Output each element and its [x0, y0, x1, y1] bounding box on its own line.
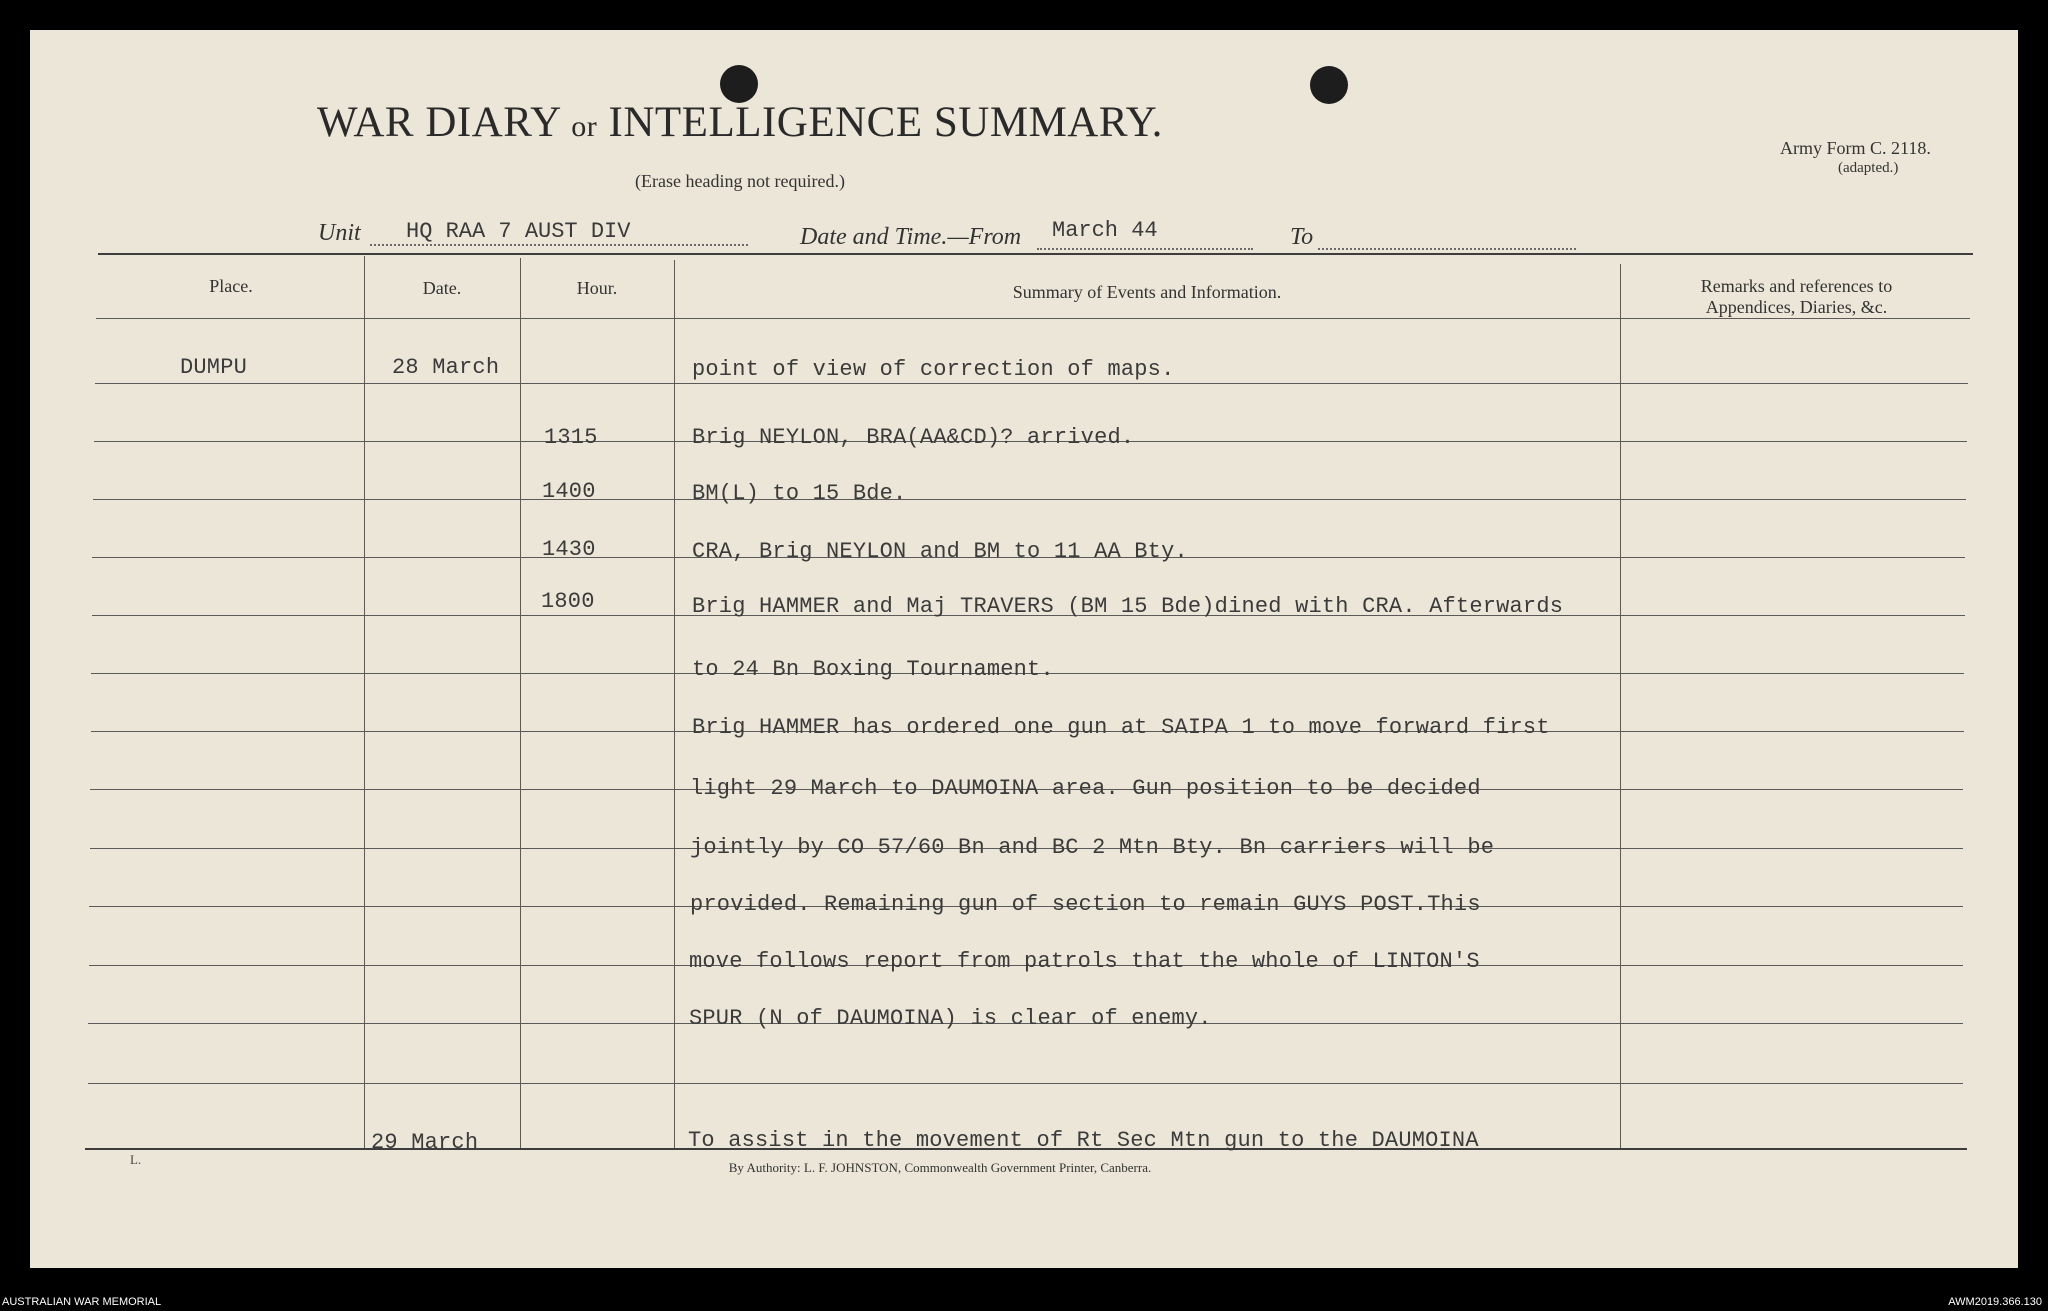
row-rule: [96, 318, 1970, 319]
summary-line: light 29 March to DAUMOINA area. Gun position to be decided: [690, 776, 1481, 801]
archive-reference: AWM2019.366.130: [1948, 1296, 2042, 1308]
entry-hour: 1400: [542, 479, 596, 504]
col-head-date: Date.: [422, 278, 462, 298]
from-dotline: [1037, 248, 1253, 250]
column-divider: [1620, 264, 1621, 1148]
unit-dotline: [370, 244, 748, 246]
col-head-place: Place.: [209, 276, 253, 296]
summary-line: to 24 Bn Boxing Tournament.: [692, 657, 1054, 682]
title-intelligence-summary: INTELLIGENCE SUMMARY.: [608, 99, 1163, 146]
printer-authority: By Authority: L. F. JOHNSTON, Commonwealth Government Printer, Canberra.: [728, 1160, 1152, 1175]
column-divider: [674, 260, 675, 1148]
entry-hour: 1800: [541, 589, 595, 614]
row-rule: [88, 1083, 1963, 1084]
title-or: or: [571, 110, 598, 143]
datetime-label: Date and Time.—From: [800, 224, 1022, 250]
summary-line: move follows report from patrols that the whole of LINTON'S: [689, 949, 1480, 974]
row-rule: [93, 499, 1966, 500]
summary-line: Brig HAMMER and Maj TRAVERS (BM 15 Bde)dined with CRA. Afterwards: [692, 594, 1564, 619]
entry-date: 29 March: [371, 1130, 479, 1155]
column-divider: [520, 258, 521, 1148]
col-head-hour: Hour.: [576, 278, 618, 298]
army-form-adapted: (adapted.): [1838, 160, 1899, 176]
title-war-diary: WAR DIARY: [317, 99, 561, 146]
form-title: [0, 98, 1480, 147]
from-value: March 44: [1052, 218, 1158, 243]
column-divider: [364, 256, 365, 1148]
unit-value: HQ RAA 7 AUST DIV: [406, 219, 631, 244]
col-head-remarks: [1620, 276, 1973, 318]
summary-line: provided. Remaining gun of section to remain GUYS POST.This: [690, 892, 1481, 917]
col-head-summary: Summary of Events and Information.: [1012, 282, 1282, 302]
summary-line: Brig NEYLON, BRA(AA&CD)? arrived.: [692, 425, 1135, 450]
summary-line: BM(L) to 15 Bde.: [692, 481, 907, 506]
army-form-number: Army Form C. 2118.: [1780, 138, 1931, 158]
entry-hour: 1430: [542, 537, 596, 562]
form-subtitle: (Erase heading not required.): [635, 171, 845, 191]
form-letter: L.: [130, 1152, 142, 1167]
summary-line: CRA, Brig NEYLON and BM to 11 AA Bty.: [692, 539, 1188, 564]
row-rule: [95, 383, 1968, 384]
col-head-remarks-line: Remarks and references to: [1700, 276, 1893, 296]
entry-place: DUMPU: [180, 355, 248, 380]
archive-credit: AUSTRALIAN WAR MEMORIAL: [2, 1296, 162, 1308]
summary-line: SPUR (N of DAUMOINA) is clear of enemy.: [689, 1006, 1212, 1031]
to-dotline: [1318, 248, 1576, 250]
entry-hour: 1315: [544, 425, 598, 450]
col-head-remarks-line: Appendices, Diaries, &c.: [1705, 297, 1888, 317]
summary-line: point of view of correction of maps.: [692, 357, 1175, 382]
summary-line: jointly by CO 57/60 Bn and BC 2 Mtn Bty. Bn carriers will be: [690, 835, 1495, 860]
table-top-rule: [98, 253, 1973, 255]
entry-date: 28 March: [392, 355, 500, 380]
unit-label: Unit: [318, 220, 361, 246]
summary-line: Brig HAMMER has ordered one gun at SAIPA 1 to move forward first: [692, 715, 1550, 740]
summary-line: To assist in the movement of Rt Sec Mtn gun to the DAUMOINA: [688, 1128, 1479, 1153]
to-label: To: [1290, 224, 1314, 250]
